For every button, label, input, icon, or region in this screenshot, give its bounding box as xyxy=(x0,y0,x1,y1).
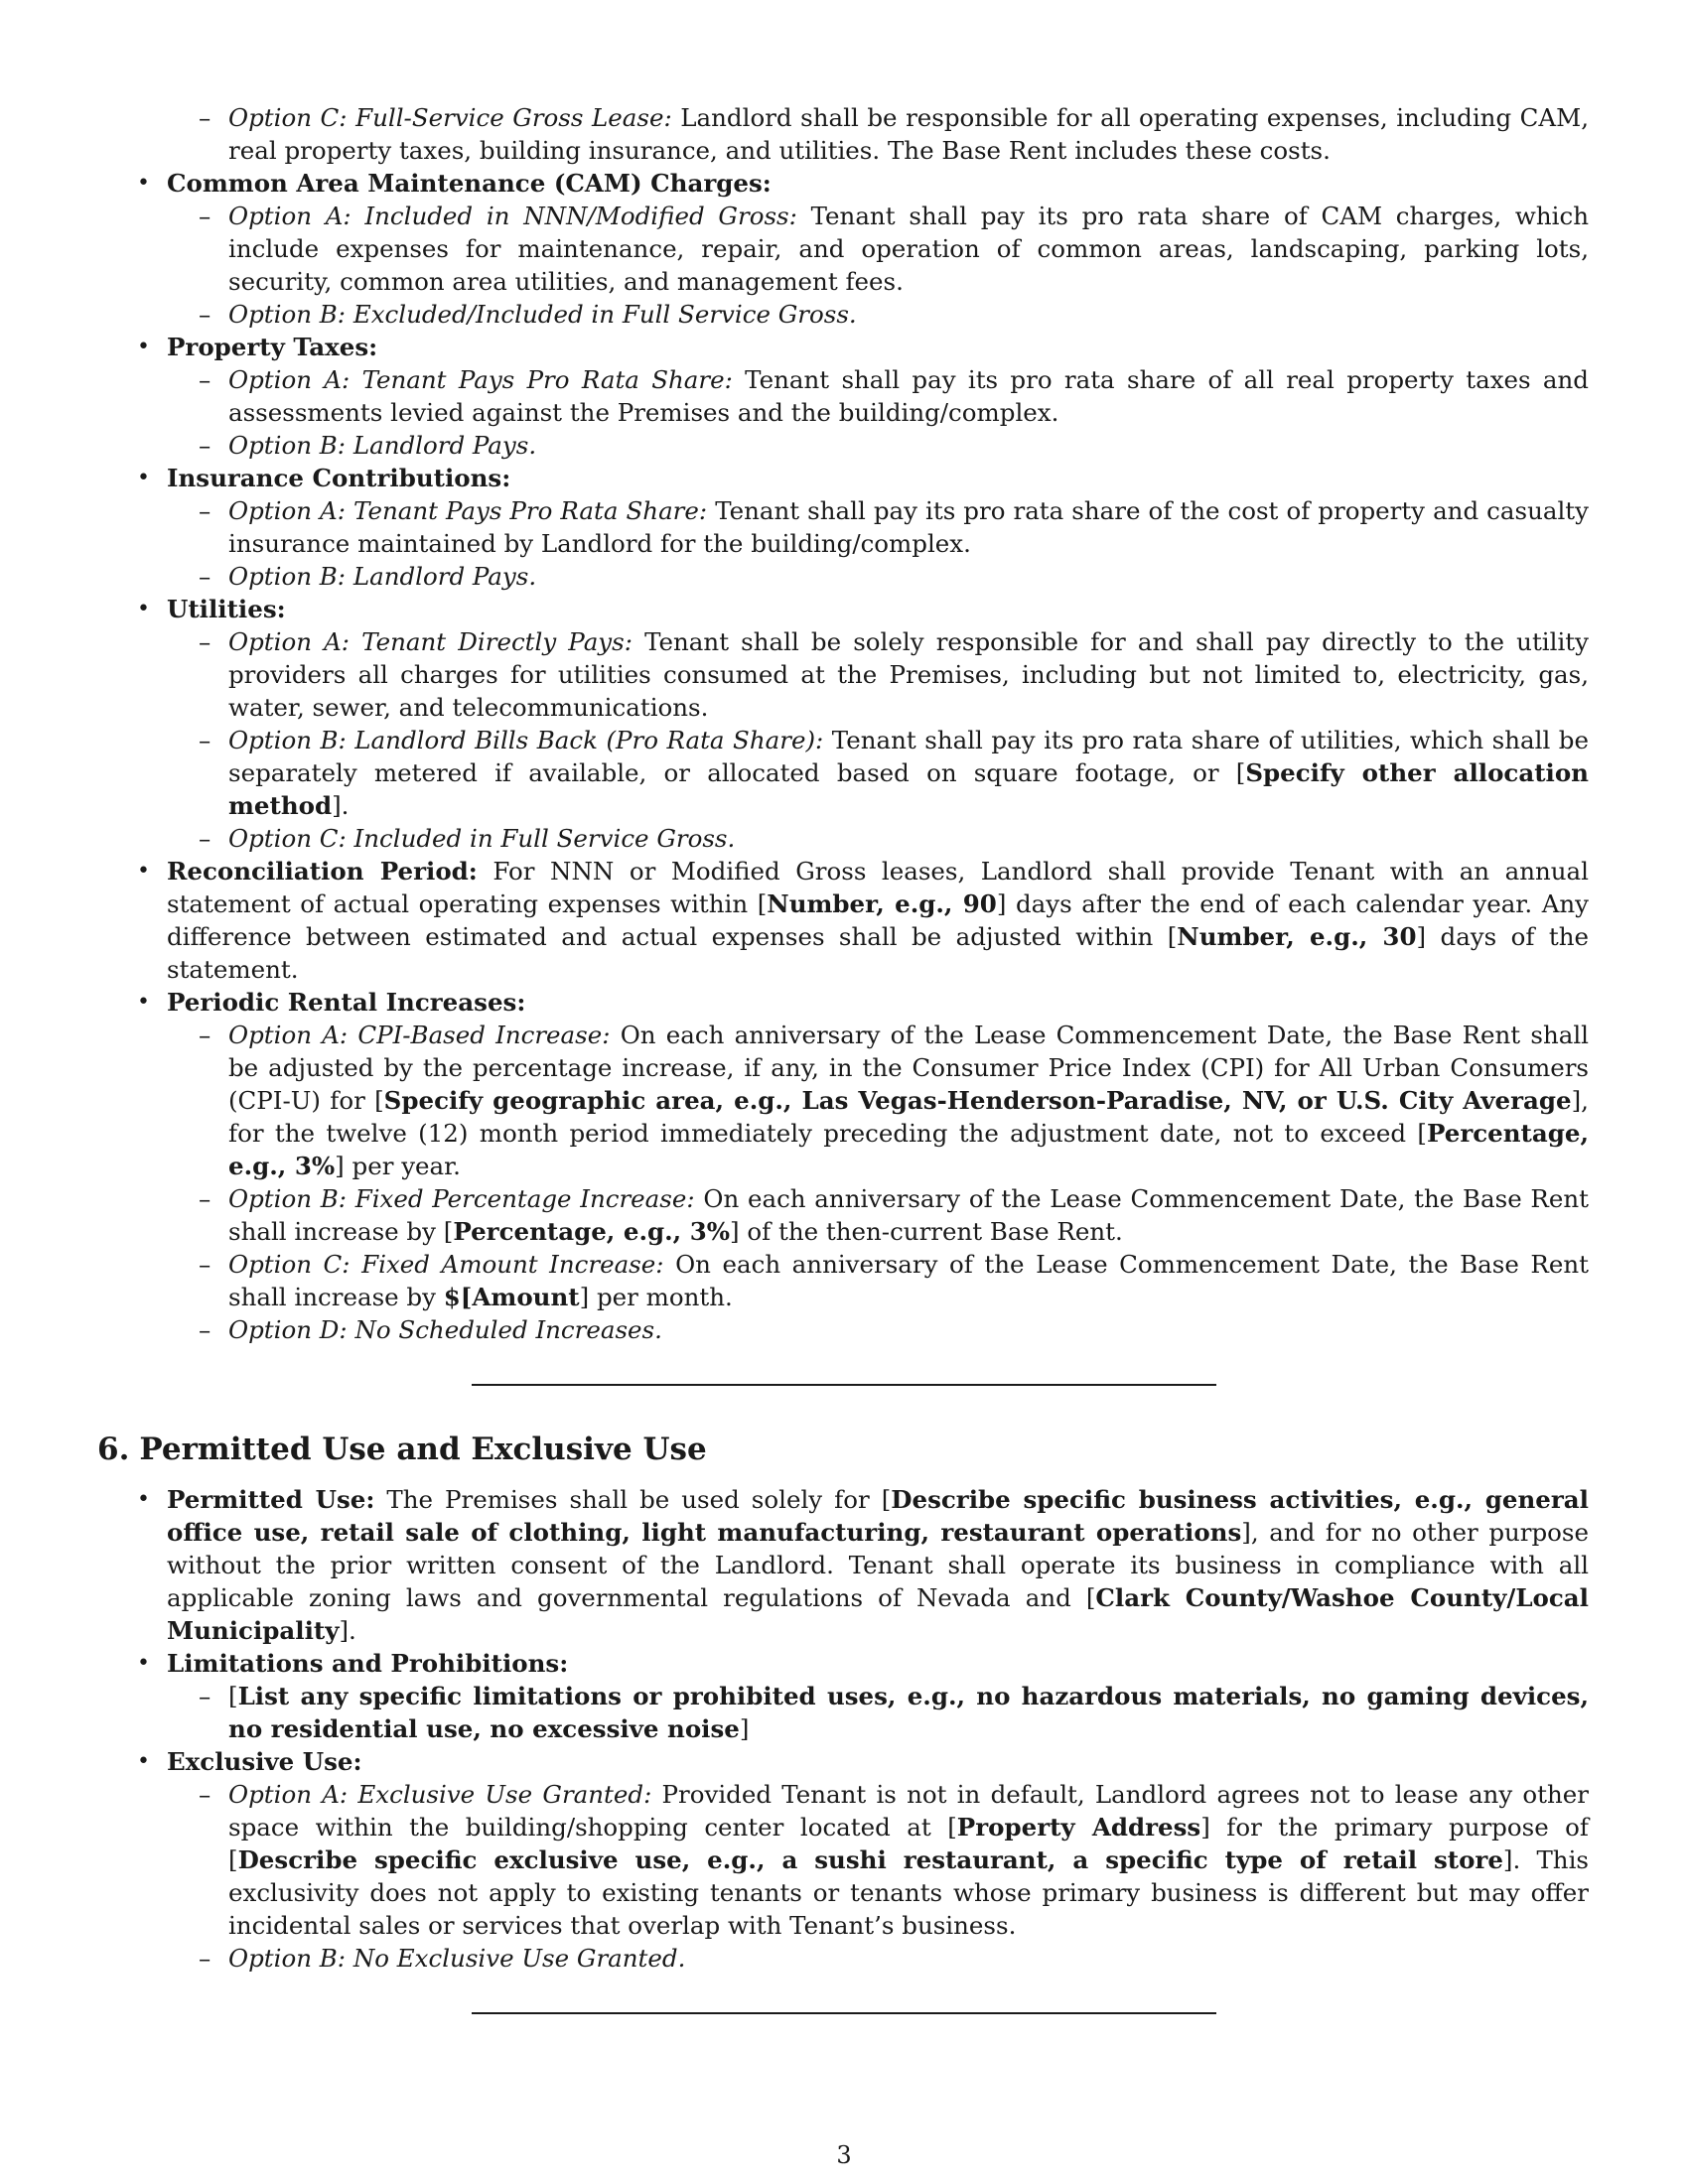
placeholder-field: Percentage, e.g., 3% xyxy=(453,1217,731,1246)
sub-item xyxy=(228,560,1589,593)
sub-item xyxy=(228,429,1589,462)
section-heading xyxy=(97,1430,1589,1469)
sub-item xyxy=(228,822,1589,855)
item-title: Common Area Maintenance (CAM) Charges: xyxy=(167,169,772,198)
item-text: On each anniversary of the Lease Commencement Date, the Base Rent shall be adjusted by the percentage increase, if any, in the Consumer Price Index (CPI) for All Urban Consumers (CPI-U) for [ xyxy=(228,1021,1589,1115)
placeholder-field: List any specific limitations or prohibited uses, e.g., no hazardous materials, no gaming devices, no residential use, no excessive noise xyxy=(228,1682,1589,1743)
option-label: Option B: Fixed Percentage Increase: xyxy=(228,1184,695,1213)
bullet-item xyxy=(167,1745,1589,1975)
item-text: [ xyxy=(228,1682,238,1710)
option-label: Option A: CPI-Based Increase: xyxy=(228,1021,611,1049)
sub-list xyxy=(167,1680,1589,1745)
sub-item xyxy=(228,200,1589,298)
bullet-list xyxy=(99,1483,1589,1975)
item-title: Periodic Rental Increases: xyxy=(167,988,526,1017)
item-text: On each anniversary of the Lease Commencement Date, the Base Rent shall increase by xyxy=(228,1250,1589,1311)
item-text: ] per month. xyxy=(579,1283,733,1311)
item-text: ], and for no other purpose without the prior written consent of the Landlord. Tenant shall operate its business in compliance with all applicable zoning laws and governmental regulations of Nevada and [ xyxy=(167,1518,1589,1612)
sub-list xyxy=(167,363,1589,462)
option-label: Option A: Exclusive Use Granted: xyxy=(228,1780,652,1809)
placeholder-field: Percentage, e.g., 3% xyxy=(228,1119,1589,1180)
bullet-item xyxy=(167,1647,1589,1745)
sub-item xyxy=(228,494,1589,560)
item-text: Tenant shall pay its pro rata share of the cost of property and casualty insurance maintained by Landlord for the building/complex. xyxy=(228,496,1589,558)
item-text: ] per year. xyxy=(335,1152,461,1180)
option-label: Option A: Tenant Pays Pro Rata Share: xyxy=(228,365,733,394)
item-text: Tenant shall pay its pro rata share of CAM charges, which include expenses for maintenance, repair, and operation of common areas, landscaping, parking lots, security, common area utilities, and management fees. xyxy=(228,202,1589,296)
bullet-item-continued xyxy=(167,101,1589,167)
item-text: Tenant shall pay its pro rata share of all real property taxes and assessments levied against the Premises and the building/complex. xyxy=(228,365,1589,427)
sub-item xyxy=(228,1248,1589,1313)
sub-list xyxy=(167,494,1589,593)
sub-item xyxy=(228,1778,1589,1942)
sub-item xyxy=(228,298,1589,331)
item-text: ]. xyxy=(339,1616,356,1645)
item-text: ], for the twelve (12) month period immediately preceding the adjustment date, not to exceed [ xyxy=(228,1086,1589,1148)
item-text: Provided Tenant is not in default, Landlord agrees not to lease any other space within the building/shopping center located at [ xyxy=(228,1780,1589,1842)
item-text: ] xyxy=(739,1714,750,1743)
option-label: Option B: Landlord Bills Back (Pro Rata Share): xyxy=(228,726,824,754)
bullet-list xyxy=(99,101,1589,1346)
item-text: Tenant shall be solely responsible for and shall pay directly to the utility providers all charges for utilities consumed at the Premises, including but not limited to, electricity, gas, water, sewer, and telecommunications. xyxy=(228,627,1589,722)
item-text: On each anniversary of the Lease Commencement Date, the Base Rent shall increase by [ xyxy=(228,1184,1590,1246)
item-text: ] for the primary purpose of [ xyxy=(228,1813,1589,1874)
sub-list xyxy=(167,200,1589,331)
placeholder-field: Clark County/Washoe County/Local Municipality xyxy=(167,1583,1589,1645)
option-label: Option B: No Exclusive Use Granted. xyxy=(228,1944,686,1973)
section-number: 6. xyxy=(97,1432,130,1467)
bullet-item xyxy=(167,462,1589,593)
sub-item xyxy=(228,363,1589,429)
sub-item xyxy=(228,1019,1589,1182)
placeholder-field: $[Amount xyxy=(443,1283,580,1311)
item-text: ] days after the end of each calendar year. Any difference between estimated and actual expenses shall be adjusted within [ xyxy=(167,889,1590,951)
item-text: Landlord shall be responsible for all operating expenses, including CAM, real property taxes, building insurance, and utilities. The Base Rent includes these costs. xyxy=(228,103,1590,165)
section-title: Permitted Use and Exclusive Use xyxy=(139,1432,707,1467)
option-label: Option A: Tenant Pays Pro Rata Share: xyxy=(228,496,708,525)
item-text: Tenant shall pay its pro rata share of utilities, which shall be separately metered if available, or allocated based on square footage, or [ xyxy=(228,726,1589,787)
sub-list xyxy=(167,1019,1589,1346)
sub-item xyxy=(228,1182,1589,1248)
item-title: Permitted Use: xyxy=(167,1485,375,1514)
placeholder-field: Describe specific business activities, e.g., general office use, retail sale of clothing, light manufacturing, restaurant operations xyxy=(167,1485,1589,1547)
placeholder-field: Number, e.g., 90 xyxy=(767,889,997,918)
item-text: ] days of the statement. xyxy=(167,922,1589,984)
sub-item xyxy=(228,724,1589,822)
item-title: Exclusive Use: xyxy=(167,1747,362,1776)
bullet-item xyxy=(167,986,1589,1346)
section-divider xyxy=(472,1384,1216,1386)
option-label: Option A: Tenant Directly Pays: xyxy=(228,627,633,656)
bullet-item xyxy=(167,593,1589,855)
option-label: Option D: No Scheduled Increases. xyxy=(228,1315,662,1344)
sub-list xyxy=(167,101,1589,167)
placeholder-field: Property Address xyxy=(956,1813,1201,1842)
sub-list xyxy=(167,1778,1589,1975)
section-divider xyxy=(472,2012,1216,2014)
option-label: Option B: Excluded/Included in Full Service Gross. xyxy=(228,300,857,329)
option-label: Option C: Included in Full Service Gross. xyxy=(228,824,736,853)
sub-item xyxy=(228,625,1589,724)
sub-item xyxy=(228,1942,1589,1975)
option-label: Option B: Landlord Pays. xyxy=(228,431,537,460)
item-title: Utilities: xyxy=(167,595,286,623)
sub-item xyxy=(228,1313,1589,1346)
bullet-item xyxy=(167,1483,1589,1647)
item-text: ]. This exclusivity does not apply to existing tenants or tenants whose primary business is different but may offer incidental sales or services that overlap with Tenant’s business. xyxy=(228,1845,1589,1940)
item-text: The Premises shall be used solely for [ xyxy=(374,1485,892,1514)
item-title: Reconciliation Period: xyxy=(167,857,478,886)
bullet-item xyxy=(167,167,1589,331)
item-title: Limitations and Prohibitions: xyxy=(167,1649,569,1678)
option-label: Option B: Landlord Pays. xyxy=(228,562,537,591)
item-title: Property Taxes: xyxy=(167,333,378,361)
option-label: Option A: Included in NNN/Modified Gross: xyxy=(228,202,797,230)
item-text: ]. xyxy=(332,791,350,820)
option-label: Option C: Full-Service Gross Lease: xyxy=(228,103,672,132)
sub-list xyxy=(167,625,1589,855)
placeholder-field: Describe specific exclusive use, e.g., a sushi restaurant, a specific type of retail store xyxy=(237,1845,1503,1874)
item-text: For NNN or Modified Gross leases, Landlord shall provide Tenant with an annual statement of actual operating expenses within [ xyxy=(167,857,1589,918)
page-number: 3 xyxy=(836,2141,852,2169)
sub-item xyxy=(228,1680,1589,1745)
document-body xyxy=(99,101,1589,2014)
placeholder-field: Number, e.g., 30 xyxy=(1177,922,1417,951)
option-label: Option C: Fixed Amount Increase: xyxy=(228,1250,664,1279)
placeholder-field: Specify other allocation method xyxy=(228,758,1589,820)
bullet-item xyxy=(167,331,1589,462)
placeholder-field: Specify geographic area, e.g., Las Vegas-Henderson-Paradise, NV, or U.S. City Average xyxy=(383,1086,1572,1115)
sub-item xyxy=(228,101,1589,167)
item-text: ] of the then-current Base Rent. xyxy=(730,1217,1123,1246)
item-title: Insurance Contributions: xyxy=(167,464,511,492)
bullet-item xyxy=(167,855,1589,986)
